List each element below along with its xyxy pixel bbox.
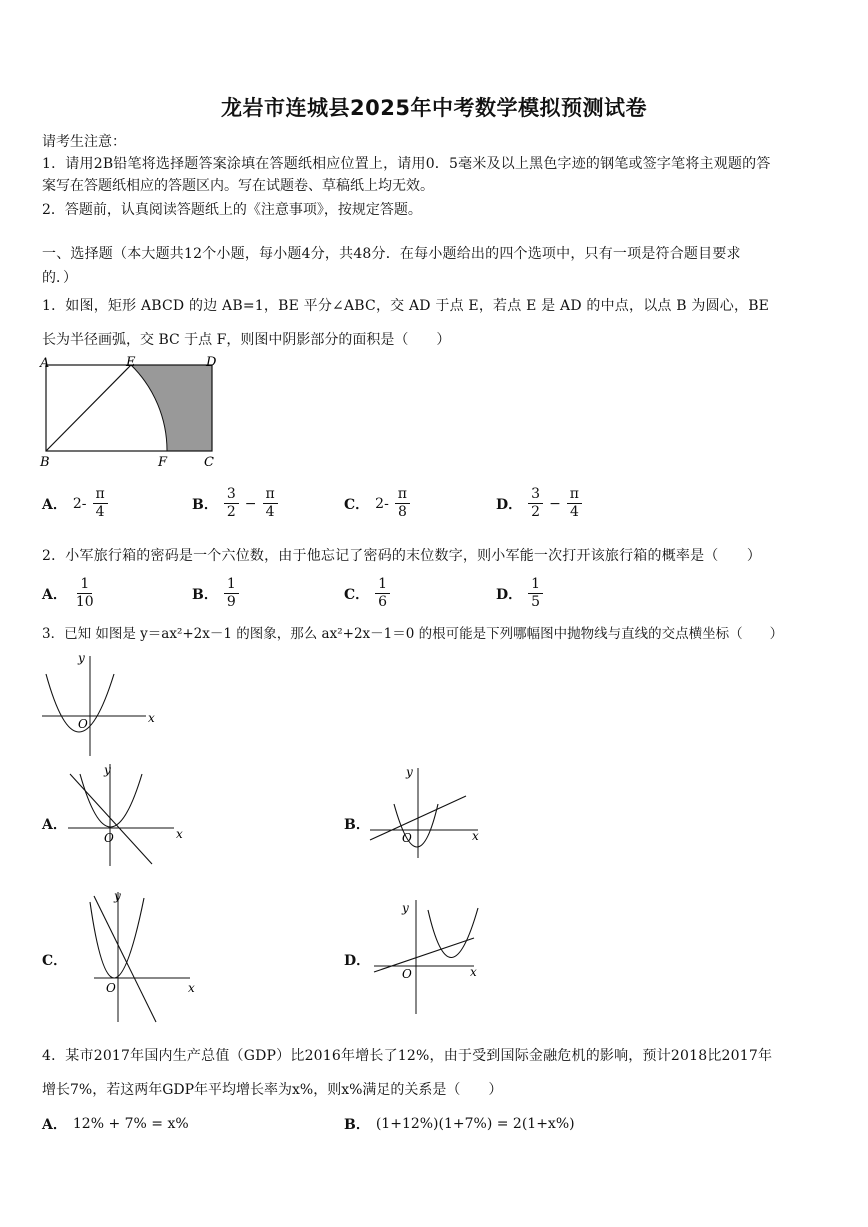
fraction-numerator: 1 [77, 576, 92, 594]
fraction-numerator: 3 [224, 486, 239, 504]
option-letter: B． [192, 496, 218, 513]
option-expression: (1+12%)(1+7%) = 2(1+x%) [375, 1116, 575, 1132]
option-letter: D． [496, 496, 523, 513]
q3-graph-d [370, 896, 490, 1016]
fraction [567, 486, 582, 521]
fraction-denominator: 5 [531, 594, 541, 610]
fraction-numerator: 1 [528, 576, 543, 594]
fraction-numerator: 3 [528, 486, 543, 504]
q3-option-d[interactable] [344, 950, 370, 970]
minus-sign: − [549, 495, 561, 512]
q3-graph-b [366, 760, 496, 860]
q4-line-1: 4．某市2017年国内生产总值（GDP）比2016年增长了12%，由于受到国际金融危机的影响，预计2018比2017年 [42, 1048, 773, 1064]
notice-line-3: 2．答题前，认真阅读答题纸上的《注意事项》，按规定答题。 [42, 202, 422, 218]
axis-y-label: y [402, 901, 409, 915]
option-letter: D． [344, 953, 371, 969]
fraction-denominator: 8 [397, 504, 407, 520]
q1-option-b[interactable] [192, 486, 278, 521]
label-d: D [206, 355, 217, 370]
fraction [528, 576, 543, 611]
axis-y-label: y [114, 889, 121, 903]
fraction-denominator: 4 [95, 504, 105, 520]
section-1-line-1: 一、选择题（本大题共12个小题，每小题4分，共48分．在每小题给出的四个选项中，只有一项是符合题目要求 [42, 246, 741, 262]
notice-line-1: 1．请用2B铅笔将选择题答案涂填在答题纸相应位置上，请用0．5毫米及以上黑色字迹的钢笔或签字笔将主观题的答 [42, 156, 771, 172]
fraction [528, 486, 543, 521]
option-letter: B． [344, 1117, 370, 1133]
option-letter: C． [344, 586, 370, 603]
label-c: C [204, 455, 214, 470]
q2-line-1: 2．小军旅行箱的密码是一个六位数，由于他忘记了密码的末位数字，则小军能一次打开该旅行箱的概率是（ ） [42, 548, 762, 564]
fraction-denominator: 2 [531, 504, 541, 520]
q2-option-d[interactable] [496, 576, 543, 611]
option-letter: A． [42, 496, 67, 513]
option-letter: B． [344, 817, 370, 833]
page-title: 龙岩市连城县2025年中考数学模拟预测试卷 [221, 96, 647, 120]
option-letter: A． [42, 817, 67, 833]
option-letter: C． [344, 496, 370, 513]
origin-label: O [78, 717, 88, 731]
fraction-numerator: π [263, 486, 278, 504]
option-letter: A． [42, 1117, 67, 1133]
axis-x-label: x [470, 965, 477, 979]
fraction-numerator: π [395, 486, 410, 504]
option-prefix: 2- [72, 495, 87, 512]
axis-y-label: y [406, 765, 413, 779]
q1-line-2: 长为半径画弧，交 BC 于点 F，则图中阴影部分的面积是（ ） [42, 332, 451, 348]
notice-heading: 请考生注意： [42, 134, 126, 150]
q3-line-1: 3．已知 如图是 y＝ax²+2x－1 的图象，那么 ax²+2x－1＝0 的根可能是下列哪幅图中抛物线与直线的交点横坐标（ ） [42, 626, 784, 642]
option-prefix: 2- [375, 495, 389, 512]
q3-option-c[interactable] [42, 950, 67, 970]
axis-x-label: x [176, 827, 183, 841]
fraction [395, 486, 410, 521]
option-letter: D． [496, 586, 523, 603]
fraction [73, 576, 97, 611]
q1-rectangle-figure [38, 355, 228, 473]
label-a: A [40, 356, 50, 371]
fraction [93, 486, 108, 521]
q1-option-c[interactable] [344, 486, 410, 521]
section-1-line-2: 的．） [42, 270, 77, 286]
fraction-denominator: 10 [75, 594, 94, 610]
fraction-denominator: 6 [378, 594, 388, 610]
fraction [224, 486, 239, 521]
option-letter: C． [42, 953, 68, 969]
label-e: E [126, 355, 136, 370]
option-expression: 12% + 7% = x% [72, 1116, 189, 1132]
axis-x-label: x [148, 711, 155, 725]
q4-option-b[interactable] [344, 1114, 575, 1134]
fraction-denominator: 4 [569, 504, 579, 520]
fraction [263, 486, 278, 521]
axis-x-label: x [472, 829, 479, 843]
fraction-denominator: 9 [226, 594, 236, 610]
label-b: B [40, 455, 50, 470]
option-letter: A． [42, 586, 67, 603]
origin-label: O [402, 831, 412, 845]
label-f: F [158, 455, 168, 470]
q4-line-2: 增长7%，若这两年GDP年平均增长率为x%，则x%满足的关系是（ ） [42, 1082, 503, 1098]
fraction-numerator: π [567, 486, 582, 504]
origin-label: O [104, 831, 114, 845]
fraction-numerator: 1 [375, 576, 390, 594]
fraction-numerator: 1 [224, 576, 239, 594]
fraction-numerator: π [93, 486, 108, 504]
q2-option-a[interactable] [42, 576, 97, 611]
q3-reference-graph [38, 650, 158, 760]
axis-x-label: x [188, 981, 195, 995]
fraction [375, 576, 390, 611]
q3-graph-c [84, 886, 204, 1026]
q4-option-a[interactable] [42, 1114, 189, 1134]
q1-option-a[interactable] [42, 486, 108, 521]
fraction-denominator: 4 [265, 504, 275, 520]
origin-label: O [402, 967, 412, 981]
q2-option-b[interactable] [192, 576, 239, 611]
notice-line-2: 案写在答题纸相应的答题区内。写在试题卷、草稿纸上均无效。 [42, 178, 434, 194]
q2-option-c[interactable] [344, 576, 390, 611]
q1-option-d[interactable] [496, 486, 582, 521]
axis-y-label: y [104, 763, 111, 777]
option-letter: B． [192, 586, 218, 603]
minus-sign: − [244, 495, 257, 512]
origin-label: O [106, 981, 116, 995]
fraction [224, 576, 239, 611]
axis-y-label: y [78, 651, 85, 665]
q3-graph-a [62, 760, 192, 870]
q1-line-1: 1．如图，矩形 ABCD 的边 AB=1，BE 平分∠ABC，交 AD 于点 E，若点 E 是 AD 的中点，以点 B 为圆心，BE [42, 298, 770, 314]
fraction-denominator: 2 [226, 504, 236, 520]
